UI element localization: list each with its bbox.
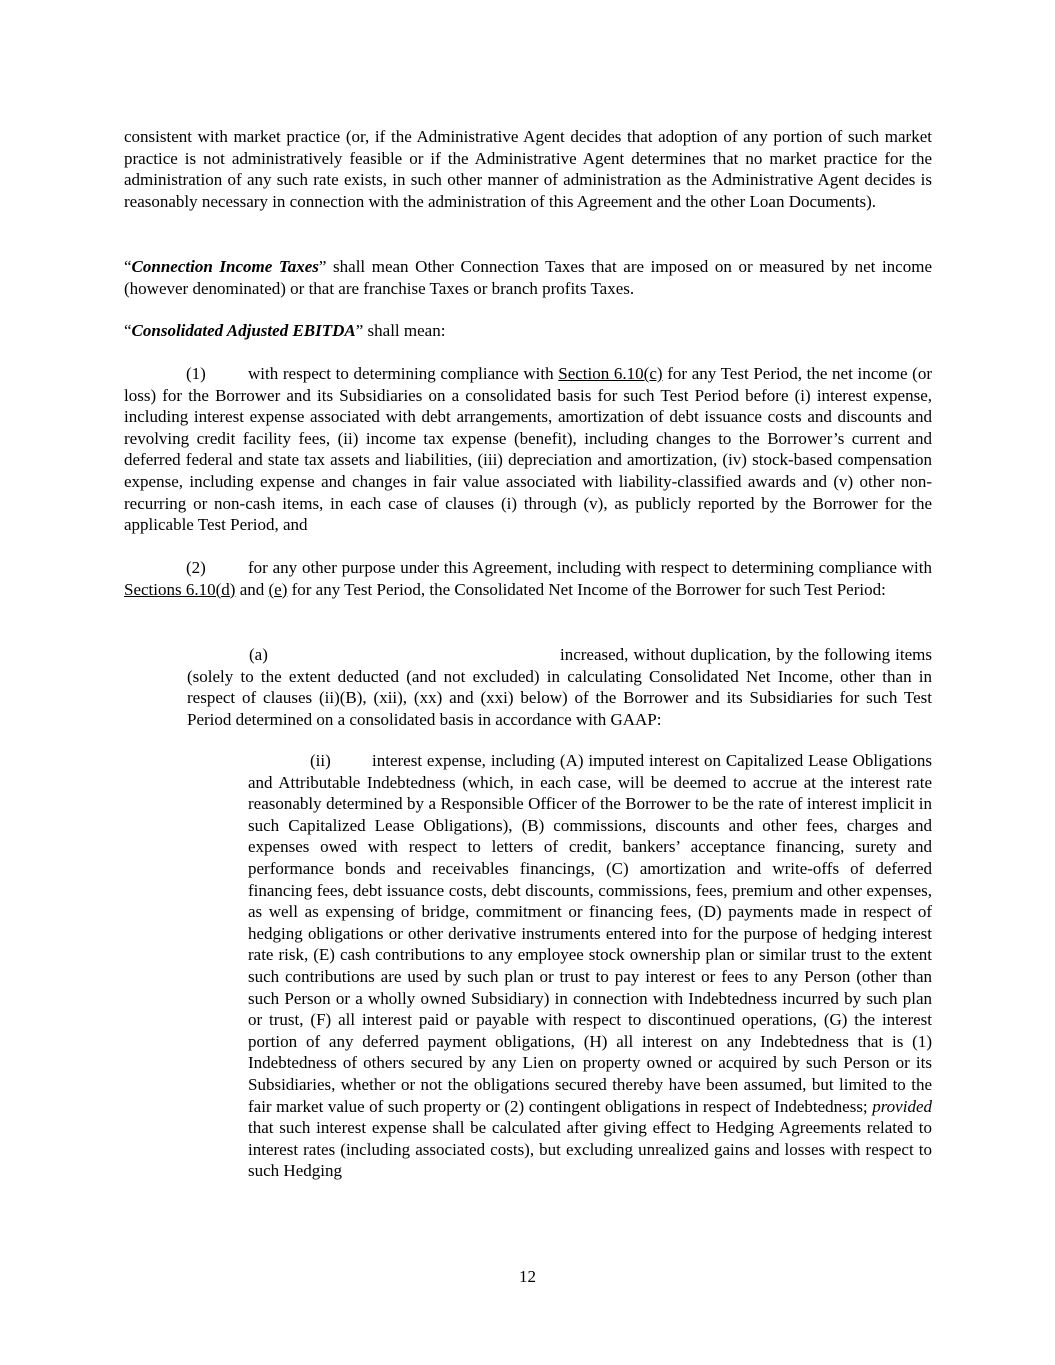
section-reference: Section 6.10(c) bbox=[558, 364, 663, 383]
clause-2: (2) for any other purpose under this Agreement, including with respect to determining compliance with Sections 6.10(d) and (e) for any Test Period, the Consolidated Net Income of the Borrower for such Test Period: bbox=[124, 558, 932, 599]
clause-number: (2) bbox=[186, 558, 206, 577]
defined-term: Consolidated Adjusted EBITDA bbox=[131, 321, 356, 340]
page-number: 12 bbox=[519, 1267, 536, 1286]
clause-number: (ii) bbox=[310, 751, 331, 770]
clause-1: (1) with respect to determining compliance with Section 6.10(c) for any Test Period, the net income (or loss) for the Borrower and its Subsidiaries on a consolidated basis for such Test Period before (i) interest expense, including interest expense associated with debt arrangements, amortization of debt issuance costs and discounts and revolving credit facility fees, (ii) income tax expense (benefit), including changes to the Borrower’s current and deferred federal and state tax assets and liabilities, (iii) depreciation and amortization, (iv) stock-based compensation expense, including expense and changes in fair value associated with liability-classified awards and (v) other non-recurring or non-cash items, in each case of clauses (i) through (v), as publicly reported by the Borrower for the applicable Test Period, and bbox=[124, 364, 932, 535]
clause-number: (a) bbox=[249, 645, 268, 664]
definition-consolidated-adjusted-ebitda: “Consolidated Adjusted EBITDA” shall mean: bbox=[124, 321, 446, 340]
clause-a: (a) increased, without duplication, by the following items (solely to the extent deducted (and not excluded) in calculating Consolidated Net Income, other than in respect of clauses (ii)(B), (xii), (xx) and (xxi) below) of the Borrower and its Subsidiaries for such Test Period determined on a consolidated basis in accordance with GAAP: bbox=[187, 645, 932, 729]
clause-ii: (ii) interest expense, including (A) imputed interest on Capitalized Lease Obligations and Attributable Indebtedness (which, in each case, will be deemed to accrue at the interest rate reasonably determined by a Responsible Officer of the Borrower to be the rate of interest implicit in such Capitalized Lease Obligations), (B) commissions, discounts and other fees, charges and expenses owed with respect to letters of credit, bankers’ acceptance financing, surety and performance bonds and receivables financings, (C) amortization and write-offs of deferred financing fees, debt issuance costs, debt discounts, commissions, fees, premium and other expenses, as well as expensing of bridge, commitment or financing fees, (D) payments made in respect of hedging obligations or other derivative instruments entered into for the purpose of hedging interest rate risk, (E) cash contributions to any employee stock ownership plan or similar trust to the extent such contributions are used by such plan or trust to pay interest or fees to any Person (other than such Person or a wholly owned Subsidiary) in connection with Indebtedness incurred by such plan or trust, (F) all interest paid or payable with respect to discontinued operations, (G) the interest portion of any deferred payment obligations, (H) all interest on any Indebtedness that is (1) Indebtedness of others secured by any Lien on property owned or acquired by such Person or its Subsidiaries, whether or not the obligations secured thereby have been assumed, but limited to the fair market value of such property or (2) contingent obligations in respect of Indebtedness; provided that such interest expense shall be calculated after giving effect to Hedging Agreements related to interest rates (including associated costs), but excluding unrealized gains and losses with respect to such Hedging bbox=[248, 751, 932, 1181]
definition-connection-income-taxes: “Connection Income Taxes” shall mean Other Connection Taxes that are imposed on or measured by net income (however denominated) or that are franchise Taxes or branch profits Taxes. bbox=[124, 257, 932, 298]
section-reference: (e) bbox=[268, 579, 288, 599]
section-reference: Sections 6.10(d) bbox=[124, 579, 236, 599]
clause-number: (1) bbox=[186, 364, 206, 383]
paragraph-continuation: consistent with market practice (or, if the Administrative Agent decides that adoption of any portion of such market practice is not administratively feasible or if the Administrative Agent determines that no market practice for the administration of any such rate exists, in such other manner of administration as the Administrative Agent decides is reasonably necessary in connection with the administration of this Agreement and the other Loan Documents). bbox=[124, 127, 932, 211]
defined-term: Connection Income Taxes bbox=[131, 257, 319, 276]
